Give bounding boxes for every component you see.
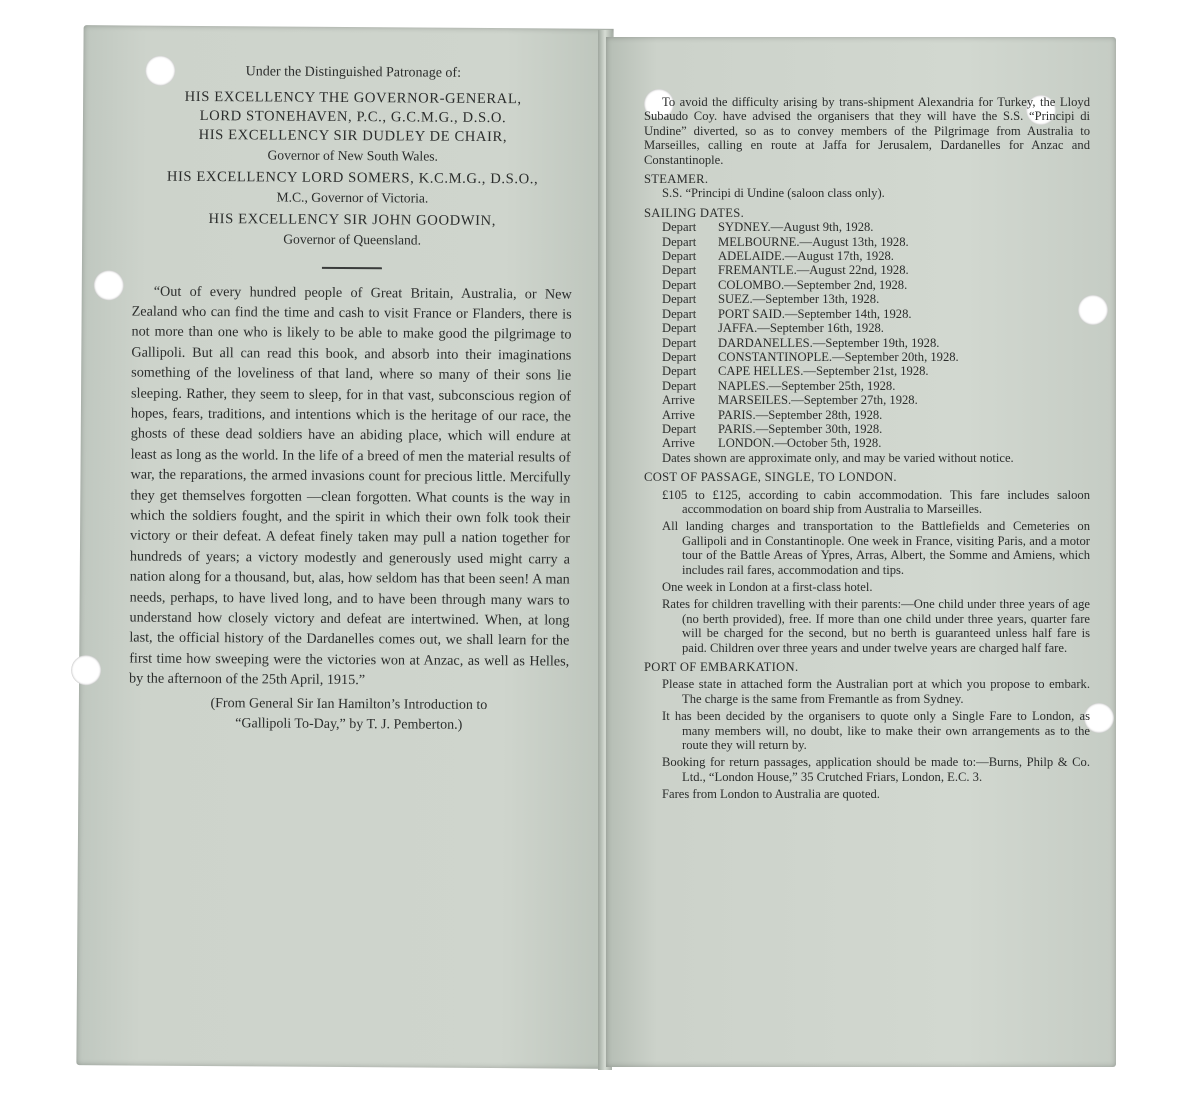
- sailing-row: [662, 393, 1090, 407]
- sailing-verb: Depart: [662, 364, 697, 379]
- sailing-verb: Depart: [662, 277, 697, 292]
- sailing-verb: Arrive: [662, 393, 695, 408]
- sailing-port-date: MELBOURNE.—August 13th, 1928.: [718, 234, 909, 249]
- sailing-row: [662, 336, 1090, 350]
- sailing-row: [662, 235, 1090, 249]
- sailing-port-date: COLOMBO.—September 2nd, 1928.: [718, 277, 908, 292]
- patron-name: HIS EXCELLENCY LORD SOMERS, K.C.M.G., D.S.O.,: [166, 168, 539, 188]
- sailing-verb: Depart: [662, 335, 697, 350]
- patron-role: M.C., Governor of Victoria.: [276, 189, 429, 206]
- patronage-intro: Under the Distinguished Patronage of:: [245, 64, 462, 81]
- port-item: Fares from London to Australia are quoted.: [662, 787, 880, 802]
- divider-rule: [322, 267, 382, 269]
- patronage-section: [129, 64, 574, 737]
- sailing-port-date: PARIS.—September 28th, 1928.: [718, 407, 883, 422]
- sailing-port-date: SUEZ.—September 13th, 1928.: [718, 292, 880, 307]
- sailing-verb: Depart: [662, 234, 697, 249]
- intro-paragraph: To avoid the difficulty arising by trans-shipment Alexandria for Turkey, the Lloyd Subaudo Coy. have advised the organisers that they will have the S.S. “Principi di Undine” diverted, so as to convey members of the Pilgrimage from Australia to Marseilles, calling en route at Jaffa for Jerusalem, Dardanelles for Anzac and Constantinople.: [644, 95, 1090, 167]
- sailing-row: [662, 307, 1090, 321]
- sailing-port-date: LONDON.—October 5th, 1928.: [718, 436, 882, 451]
- port-item: Please state in attached form the Australian port at which you propose to embark. The charge is the same from Fremantle as from Sydney.: [662, 677, 1090, 706]
- tour-details: [644, 95, 1090, 802]
- sailing-heading: SAILING DATES.: [644, 205, 745, 220]
- sailing-port-date: JAFFA.—September 16th, 1928.: [718, 321, 884, 336]
- patron-role: Governor of New South Wales.: [267, 147, 439, 164]
- sailing-port-date: FREMANTLE.—August 22nd, 1928.: [718, 263, 909, 278]
- right-page: [606, 37, 1116, 1067]
- sailing-verb: Depart: [662, 249, 697, 264]
- patron-role: Governor of Queensland.: [283, 231, 422, 248]
- sailing-row: [662, 278, 1090, 292]
- binder-hole: [94, 270, 124, 300]
- citation-line: (From General Sir Ian Hamilton’s Introduction to: [210, 695, 488, 713]
- sailing-dates-list: [644, 220, 1090, 451]
- binder-hole: [71, 655, 101, 685]
- patron-list: [132, 88, 573, 251]
- steamer-heading: STEAMER.: [644, 172, 709, 187]
- sailing-row: [662, 436, 1090, 450]
- sailing-row: [662, 292, 1090, 306]
- patron-name: HIS EXCELLENCY SIR JOHN GOODWIN,: [208, 211, 497, 230]
- cost-item: £105 to £125, according to cabin accommodation. This fare includes saloon accommodation on board ship from Australia to Marseilles.: [662, 487, 1090, 516]
- sailing-port-date: CAPE HELLES.—September 21st, 1928.: [718, 364, 929, 379]
- port-item: Booking for return passages, application should be made to:—Burns, Philp & Co. Ltd., “London House,” 35 Crutched Friars, London, E.C. 3.: [662, 755, 1090, 784]
- sailing-row: [662, 220, 1090, 234]
- sailing-port-date: SYDNEY.—August 9th, 1928.: [718, 220, 874, 235]
- sailing-port-date: DARDANELLES.—September 19th, 1928.: [718, 335, 940, 350]
- sailing-verb: Depart: [662, 220, 697, 235]
- sailing-port-date: MARSEILES.—September 27th, 1928.: [718, 393, 918, 408]
- sailing-row: [662, 350, 1090, 364]
- sailing-row: [662, 379, 1090, 393]
- sailing-row: [662, 321, 1090, 335]
- sailing-verb: Arrive: [662, 436, 695, 451]
- steamer-text: S.S. “Principi di Undine (saloon class only).: [662, 186, 885, 201]
- sailing-verb: Depart: [662, 421, 697, 436]
- cost-item: Rates for children travelling with their parents:—One child under three years of age (no berth provided), free. If more than one child under three years, quarter fare will be charged for the second, but no berth is guaranteed unless half fare is paid. Children over three years and under twelve years are charged half fare.: [662, 597, 1090, 655]
- citation-line: “Gallipoli To-Day,” by T. J. Pemberton.): [235, 715, 463, 733]
- port-item: It has been decided by the organisers to quote only a Single Fare to London, as many members will, no doubt, like to make their own arrangements as to the route they will return by.: [662, 709, 1090, 753]
- sailing-verb: Depart: [662, 306, 697, 321]
- patron-name: HIS EXCELLENCY THE GOVERNOR-GENERAL,: [184, 88, 522, 108]
- sailing-port-date: NAPLES.—September 25th, 1928.: [718, 378, 896, 393]
- sailing-port-date: PORT SAID.—September 14th, 1928.: [718, 306, 912, 321]
- sailing-verb: Depart: [662, 263, 697, 278]
- patron-name: LORD STONEHAVEN, P.C., G.C.M.G., D.S.O.: [199, 107, 507, 127]
- quote-text: “Out of every hundred people of Great Britain, Australia, or New Zealand who can find the time and cash to visit France or Flanders, there is not more than one who is likely to be able to make good the pilgrimage to Gallipoli. But all can read this book, and absorb into their imaginations something of the loveliness of that land, where so many of their sons lie sleeping. Rather, they seem to sleep, for in that vast, subconscious region of hopes, fears, traditions, and intentions which is the heritage of our race, the ghosts of these dead soldiers have an abiding place, which will endure at least as long as the world. In the life of a breed of men the material results of war, the reparations, the armed invasions count for precious little. Mercifully they get themselves forgotten —clean forgotten. What counts is the way in which the soldiers fought, and the spirit in which their own folk took their victory or their defeat. A defeat finely taken may pull a nation together for hundreds of years; a victory modestly and generously used might carry a nation along for a thousand, but, alas, how seldom has that been seen! A man needs, perhaps, to have lived long, and to have been through many wars to understand how closely victory and defeat are intertwined. When, at long last, the official history of the Dardanelles comes out, we shall learn for the first time how sweeping were the victories won at Anzac, as well as Helles, by the afternoon of the 25th April, 1915.”: [129, 283, 572, 689]
- sailing-verb: Arrive: [662, 407, 695, 422]
- patron-name: HIS EXCELLENCY SIR DUDLEY DE CHAIR,: [198, 126, 508, 146]
- sailing-row: [662, 263, 1090, 277]
- sailing-row: [662, 422, 1090, 436]
- hamilton-quote: [129, 281, 572, 692]
- dates-note: Dates shown are approximate only, and may be varied without notice.: [662, 450, 1014, 465]
- sailing-port-date: CONSTANTINOPLE.—September 20th, 1928.: [718, 349, 959, 364]
- cost-heading: COST OF PASSAGE, SINGLE, TO LONDON.: [644, 470, 897, 485]
- sailing-verb: Depart: [662, 378, 697, 393]
- left-page: [76, 25, 613, 1069]
- sailing-row: [662, 364, 1090, 378]
- quote-citation: [129, 693, 569, 736]
- sailing-row: [662, 408, 1090, 422]
- sailing-row: [662, 249, 1090, 263]
- sailing-verb: Depart: [662, 292, 697, 307]
- sailing-port-date: ADELAIDE.—August 17th, 1928.: [718, 249, 894, 264]
- sailing-verb: Depart: [662, 349, 697, 364]
- cost-item: One week in London at a first-class hotel.: [662, 580, 873, 594]
- port-heading: PORT OF EMBARKATION.: [644, 660, 799, 675]
- sailing-verb: Depart: [662, 321, 697, 336]
- cost-item: All landing charges and transportation to the Battlefields and Cemeteries on Gallipoli and in Constantinople. One week in France, visiting Paris, and a motor tour of the Battle Areas of Ypres, Arras, Albert, the Somme and Amiens, which includes rail fares, accommodation and tips.: [662, 519, 1090, 577]
- sailing-port-date: PARIS.—September 30th, 1928.: [718, 421, 883, 436]
